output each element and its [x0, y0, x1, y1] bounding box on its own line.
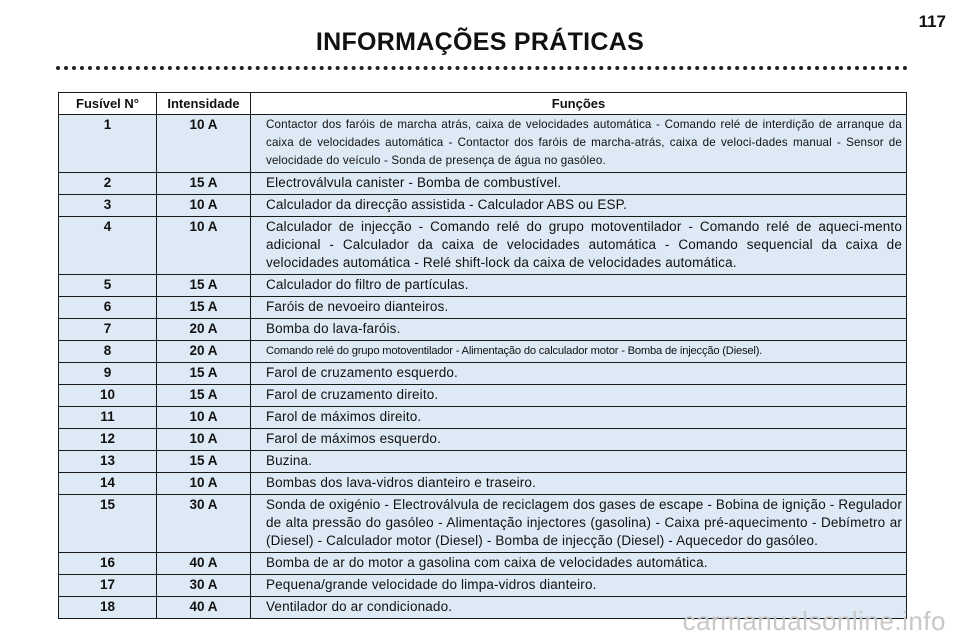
fuse-intensity: 15 A: [157, 451, 251, 473]
fuse-number: 3: [59, 195, 157, 217]
fuse-intensity: 40 A: [157, 597, 251, 619]
header-functions: Funções: [251, 93, 907, 115]
fuse-intensity: 30 A: [157, 575, 251, 597]
table-row: [59, 407, 907, 429]
table-row: [59, 385, 907, 407]
fuse-functions: Pequena/grande velocidade do limpa-vidros dianteiro.: [251, 575, 907, 597]
fuse-functions: Farol de máximos esquerdo.: [251, 429, 907, 451]
fuse-intensity: 15 A: [157, 275, 251, 297]
fuse-number: 11: [59, 407, 157, 429]
fuse-number: 2: [59, 173, 157, 195]
table-header-row: [59, 93, 907, 115]
fuse-intensity: 15 A: [157, 173, 251, 195]
fuse-functions: Ventilador do ar condicionado.: [251, 597, 907, 619]
table-row: [59, 429, 907, 451]
fuse-intensity: 15 A: [157, 363, 251, 385]
fuse-functions: Calculador de injecção - Comando relé do grupo motoventilador - Comando relé de aqueci-mento adicional - Calculador da caixa de velocidades automática - Comando sequencial da caixa de velocidades automática - Relé shift-lock da caixa de velocidades automática.: [251, 217, 907, 275]
fuse-intensity: 10 A: [157, 217, 251, 275]
table-row: [59, 451, 907, 473]
fuse-functions: Contactor dos faróis de marcha atrás, caixa de velocidades automática - Comando relé de interdição de arranque da caixa de velocidades automática - Contactor dos faróis de marcha-atrás, caixa de veloci-dades manual - Sensor de velocidade do veículo - Sonda de presença de água no gasóleo.: [251, 115, 907, 173]
fuse-table: [58, 92, 907, 619]
table-row: [59, 115, 907, 173]
fuse-functions: Comando relé do grupo motoventilador - Alimentação do calculador motor - Bomba de injecção (Diesel).: [251, 341, 907, 363]
title-divider: [56, 66, 908, 70]
table-row: [59, 319, 907, 341]
fuse-number: 10: [59, 385, 157, 407]
table-row: [59, 553, 907, 575]
fuse-functions: Bomba do lava-faróis.: [251, 319, 907, 341]
fuse-number: 5: [59, 275, 157, 297]
fuse-intensity: 15 A: [157, 385, 251, 407]
fuse-intensity: 10 A: [157, 115, 251, 173]
table-row: [59, 363, 907, 385]
fuse-number: 17: [59, 575, 157, 597]
fuse-number: 7: [59, 319, 157, 341]
fuse-number: 9: [59, 363, 157, 385]
table-row: [59, 575, 907, 597]
fuse-number: 13: [59, 451, 157, 473]
fuse-functions: Farol de cruzamento esquerdo.: [251, 363, 907, 385]
fuse-intensity: 20 A: [157, 319, 251, 341]
fuse-functions: Farol de cruzamento direito.: [251, 385, 907, 407]
page-title: INFORMAÇÕES PRÁTICAS: [315, 28, 645, 56]
watermark: carmanualsonline.info: [682, 606, 946, 636]
fuse-intensity: 40 A: [157, 553, 251, 575]
table-row: [59, 195, 907, 217]
fuse-functions: Electroválvula canister - Bomba de combustível.: [251, 173, 907, 195]
fuse-number: 18: [59, 597, 157, 619]
header-fuse-number: Fusível N°: [59, 93, 157, 115]
fuse-intensity: 10 A: [157, 473, 251, 495]
fuse-intensity: 30 A: [157, 495, 251, 553]
table-row: [59, 297, 907, 319]
fuse-functions: Farol de máximos direito.: [251, 407, 907, 429]
fuse-intensity: 15 A: [157, 297, 251, 319]
table-row: [59, 217, 907, 275]
fuse-functions: Sonda de oxigénio - Electroválvula de reciclagem dos gases de escape - Bobina de ignição - Regulador de alta pressão do gasóleo - Alimentação injectores (gasolina) - Caixa pré-aquecimento - Debímetro ar (Diesel) - Calculador motor (Diesel) - Bomba de injecção (Diesel) - Aquecedor do gasóleo.: [251, 495, 907, 553]
fuse-number: 14: [59, 473, 157, 495]
fuse-number: 6: [59, 297, 157, 319]
fuse-functions: Buzina.: [251, 451, 907, 473]
fuse-number: 4: [59, 217, 157, 275]
fuse-intensity: 10 A: [157, 195, 251, 217]
fuse-intensity: 10 A: [157, 407, 251, 429]
fuse-intensity: 20 A: [157, 341, 251, 363]
fuse-number: 15: [59, 495, 157, 553]
header-intensity: Intensidade: [157, 93, 251, 115]
fuse-functions: Calculador da direcção assistida - Calculador ABS ou ESP.: [251, 195, 907, 217]
table-row: [59, 275, 907, 297]
fuse-number: 1: [59, 115, 157, 173]
fuse-functions: Bomba de ar do motor a gasolina com caixa de velocidades automática.: [251, 553, 907, 575]
table-row: [59, 341, 907, 363]
fuse-functions: Faróis de nevoeiro dianteiros.: [251, 297, 907, 319]
fuse-number: 8: [59, 341, 157, 363]
fuse-number: 12: [59, 429, 157, 451]
page-number: 117: [918, 12, 946, 31]
table-row: [59, 473, 907, 495]
table-row: [59, 173, 907, 195]
fuse-intensity: 10 A: [157, 429, 251, 451]
fuse-functions: Calculador do filtro de partículas.: [251, 275, 907, 297]
fuse-functions: Bombas dos lava-vidros dianteiro e traseiro.: [251, 473, 907, 495]
fuse-number: 16: [59, 553, 157, 575]
table-row: [59, 495, 907, 553]
